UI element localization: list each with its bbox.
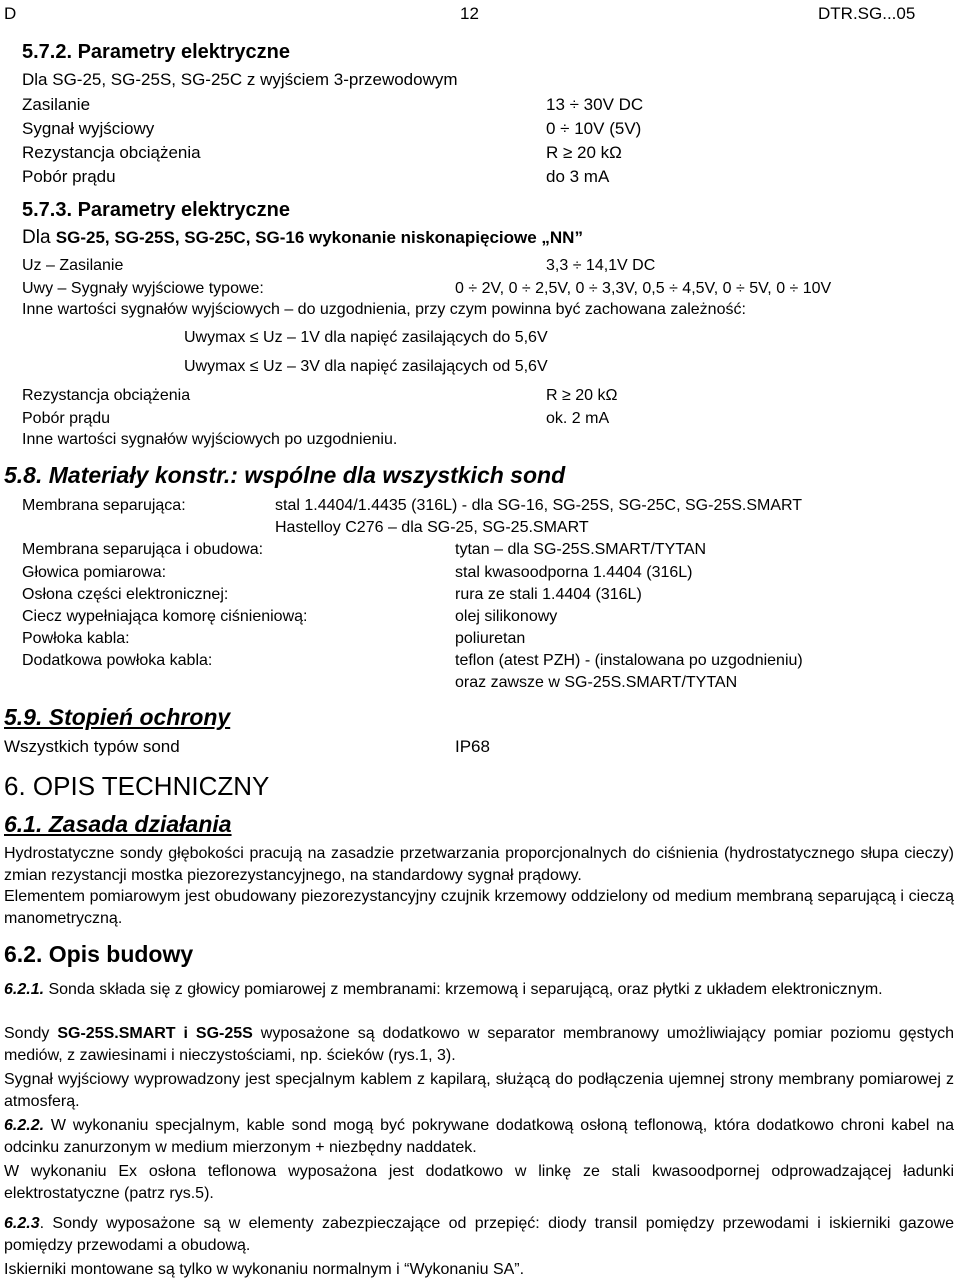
protection-label: Wszystkich typów sond bbox=[4, 737, 180, 756]
uz-label: Uz – Zasilanie bbox=[22, 257, 124, 274]
other-values-note-2: Inne wartości sygnałów wyjściowych po uzgodnieniu. bbox=[22, 431, 398, 448]
paragraph-text: . Sondy wyposażone są w elementy zabezpieczające od przepięć: diody transil pomiędzy przewodami i iskierniki gazowe pomiędzy przewodami a obudową. bbox=[4, 1215, 954, 1254]
rez-value: R ≥ 20 kΩ bbox=[546, 387, 618, 404]
membrana-value-2: Hastelloy C276 – dla SG-25, SG-25.SMART bbox=[275, 519, 589, 536]
material-value: teflon (atest PZH) - (instalowana po uzgodnieniu) bbox=[455, 652, 803, 669]
param-label: Pobór prądu bbox=[22, 167, 116, 186]
material-label: Osłona części elektronicznej: bbox=[22, 586, 229, 603]
membrana-value-1: stal 1.4404/1.4435 (316L) - dla SG-16, SG-25S, SG-25C, SG-25S.SMART bbox=[275, 497, 803, 514]
section-6-2-title bbox=[4, 940, 193, 968]
subtitle-plain: Dla bbox=[22, 227, 56, 248]
other-values-note: Inne wartości sygnałów wyjściowych – do uzgodnienia, przy czym powinna być zachowana zależność: bbox=[22, 301, 746, 318]
principle-paragraph-1: Hydrostatyczne sondy głębokości pracują na zasadzie przetwarzania proporcjonalnych do ciśnienia (hydrostatycznego słupa cieczy) zmian rezystancji mostka piezorezystancyjnego, na standardowy sygnał prądowy. bbox=[4, 845, 954, 884]
protection-value: IP68 bbox=[455, 737, 490, 756]
paragraph-6-2-2 bbox=[4, 1115, 954, 1159]
section-6-2-title-text: 6.2. Opis budowy bbox=[4, 941, 194, 967]
pob-label: Pobór prądu bbox=[22, 410, 111, 427]
uz-value: 3,3 ÷ 14,1V DC bbox=[546, 257, 656, 274]
material-label: Dodatkowa powłoka kabla: bbox=[22, 652, 213, 669]
paragraph-6-2-3 bbox=[4, 1213, 954, 1257]
param-value: 13 ÷ 30V DC bbox=[546, 95, 644, 114]
paragraph-smart bbox=[4, 1023, 954, 1067]
param-value: do 3 mA bbox=[546, 167, 610, 186]
model-names: SG-25S.SMART i SG-25S bbox=[57, 1025, 253, 1042]
subtitle-bold: SG-25, SG-25S, SG-25C, SG-16 wykonanie niskonapięciowe „NN” bbox=[55, 228, 583, 247]
section-5-8-title: 5.8. Materiały konstr.: wspólne dla wszystkich sond bbox=[4, 462, 566, 488]
page-number: 12 bbox=[460, 4, 479, 23]
paragraph-text: wyposażone są dodatkowo w separator membranowy umożliwiający pomiar poziomu gęstych mediów, z zawiesinami i nieczystościami, np. ścieków (rys.1, 3). bbox=[4, 1025, 955, 1064]
param-value: 0 ÷ 10V (5V) bbox=[546, 119, 642, 138]
param-value: R ≥ 20 kΩ bbox=[546, 143, 622, 162]
document-code: DTR.SG...05 bbox=[818, 4, 916, 23]
material-value-continued: oraz zawsze w SG-25S.SMART/TYTAN bbox=[455, 674, 738, 691]
paragraph-signal: Sygnał wyjściowy wyprowadzony jest specjalnym kablem z kapilarą, służącą do podłączenia ujemnej strony membrany pomiarowej z atmosferą. bbox=[4, 1071, 954, 1110]
paragraph-ex: W wykonaniu Ex osłona teflonowa wyposażona jest dodatkowo w linkę ze stali kwasoodpornej odprowadzającej ładunki elektrostatyczne (patrz rys.5). bbox=[4, 1163, 954, 1202]
paragraph-text: Sonda składa się z głowicy pomiarowej z membranami: krzemową i separującą, oraz płytki z układem elektronicznym. bbox=[44, 981, 883, 998]
section-5-7-2-subtitle: Dla SG-25, SG-25S, SG-25C z wyjściem 3-przewodowym bbox=[22, 70, 458, 89]
paragraph-text: Sondy bbox=[4, 1025, 58, 1042]
param-label: Rezystancja obciążenia bbox=[22, 143, 201, 162]
rez-label: Rezystancja obciążenia bbox=[22, 387, 191, 404]
condition-2: Uwymax ≤ Uz – 3V dla napięć zasilających od 5,6V bbox=[184, 358, 548, 375]
paragraph-6-2-1 bbox=[4, 979, 954, 1001]
uwy-value: 0 ÷ 2V, 0 ÷ 2,5V, 0 ÷ 3,3V, 0,5 ÷ 4,5V, 0 ÷ 5V, 0 ÷ 10V bbox=[455, 280, 832, 297]
section-5-9-title: 5.9. Stopień ochrony bbox=[4, 704, 231, 730]
section-5-7-3-title: 5.7.3. Parametry elektryczne bbox=[22, 199, 290, 221]
material-value: poliuretan bbox=[455, 630, 526, 647]
principle-paragraph-2: Elementem pomiarowym jest obudowany piezorezystancyjny czujnik krzemowy oddzielony od medium membraną separującą i cieczą manometryczną. bbox=[4, 888, 954, 927]
section-5-7-2-title: 5.7.2. Parametry elektryczne bbox=[22, 41, 290, 63]
material-value: rura ze stali 1.4404 (316L) bbox=[455, 586, 642, 603]
subsection-number: 6.2.3 bbox=[4, 1215, 40, 1232]
uwy-label: Uwy – Sygnały wyjściowe typowe: bbox=[22, 280, 264, 297]
subsection-number: 6.2.1. bbox=[4, 981, 45, 998]
section-6-1-title: 6.1. Zasada działania bbox=[4, 811, 232, 837]
material-label: Membrana separująca i obudowa: bbox=[22, 541, 264, 558]
section-6-title: 6. OPIS TECHNICZNY bbox=[4, 771, 270, 801]
material-value: tytan – dla SG-25S.SMART/TYTAN bbox=[455, 541, 707, 558]
header-left: D bbox=[4, 4, 17, 23]
material-label: Powłoka kabla: bbox=[22, 630, 130, 647]
paragraph-iskierniki: Iskierniki montowane są tylko w wykonaniu normalnym i “Wykonaniu SA”. bbox=[4, 1261, 525, 1278]
section-5-7-3-subtitle bbox=[22, 226, 583, 250]
subsection-number: 6.2.2. bbox=[4, 1117, 45, 1134]
material-label: Głowica pomiarowa: bbox=[22, 564, 167, 581]
condition-1: Uwymax ≤ Uz – 1V dla napięć zasilających do 5,6V bbox=[184, 329, 548, 346]
material-value: stal kwasoodporna 1.4404 (316L) bbox=[455, 564, 693, 581]
membrana-label: Membrana separująca: bbox=[22, 497, 186, 514]
material-label: Ciecz wypełniająca komorę ciśnieniową: bbox=[22, 608, 308, 625]
material-value: olej silikonowy bbox=[455, 608, 558, 625]
paragraph-text: W wykonaniu specjalnym, kable sond mogą być pokrywane dodatkową osłoną teflonową, która dodatkowo chroni kabel na odcinku zanurzonym w medium mierzonym + niezbędny naddatek. bbox=[4, 1117, 954, 1156]
param-label: Zasilanie bbox=[22, 95, 91, 114]
param-label: Sygnał wyjściowy bbox=[22, 119, 155, 138]
pob-value: ok. 2 mA bbox=[546, 410, 610, 427]
